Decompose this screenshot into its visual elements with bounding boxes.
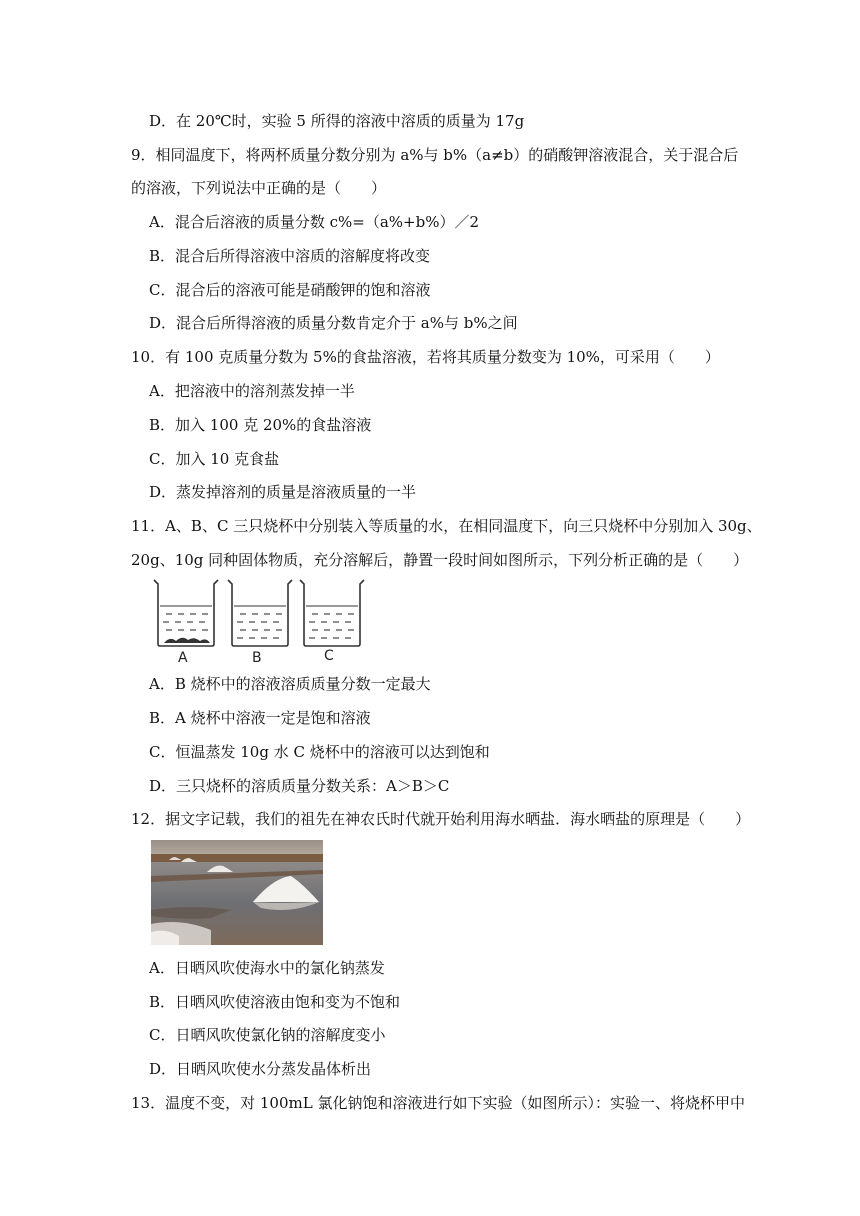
- beaker-c: [300, 580, 364, 646]
- beaker-b-label: B: [252, 650, 262, 666]
- q10-option-d: D．蒸发掉溶剂的质量是溶液质量的一半: [149, 483, 417, 501]
- question-9-stem-cont: 的溶液，下列说法中正确的是（ ）: [131, 179, 387, 197]
- q9-option-c: C．混合后的溶液可能是硝酸钾的饱和溶液: [149, 281, 431, 299]
- q11-option-a: A．B 烧杯中的溶液溶质质量分数一定最大: [149, 675, 431, 693]
- question-12-stem: 12．据文字记载，我们的祖先在神农氏时代就开始利用海水晒盐．海水晒盐的原理是（ ）: [131, 810, 751, 828]
- q10-option-a: A．把溶液中的溶剂蒸发掉一半: [149, 382, 355, 400]
- q10-option-b: B．加入 100 克 20%的食盐溶液: [149, 416, 372, 434]
- beaker-b: [228, 580, 292, 646]
- q9-option-a: A．混合后溶液的质量分数 c%=（a%+b%）／2: [149, 213, 479, 231]
- beaker-c-label: C: [324, 648, 334, 664]
- question-10-stem: 10．有 100 克质量分数为 5%的食盐溶液，若将其质量分数变为 10%，可采用（ ）: [131, 348, 720, 366]
- question-13-stem: 13．温度不变，对 100mL 氯化钠饱和溶液进行如下实验（如图所示）：实验一、将烧杯甲中: [131, 1094, 745, 1112]
- beakers-illustration: [150, 576, 380, 648]
- beaker-a-label: A: [178, 650, 188, 666]
- q11-option-c: C．恒温蒸发 10g 水 C 烧杯中的溶液可以达到饱和: [149, 743, 490, 761]
- q9-option-b: B．混合后所得溶液中溶质的溶解度将改变: [149, 247, 431, 265]
- question-9-stem: 9．相同温度下，将两杯质量分数分别为 a%与 b%（a≠b）的硝酸钾溶液混合，关于混合后: [131, 146, 739, 164]
- beakers-figure: [150, 576, 380, 668]
- salt-field-photo: [151, 840, 323, 945]
- question-11-stem-cont: 20g、10g 同种固体物质，充分溶解后，静置一段时间如图所示，下列分析正确的是（ ）: [131, 551, 749, 569]
- salt-field-image: [151, 840, 323, 945]
- question-11-stem: 11．A、B、C 三只烧杯中分别装入等质量的水，在相同温度下，向三只烧杯中分别加入 30g、: [131, 517, 762, 535]
- q12-option-a: A．日晒风吹使海水中的氯化钠蒸发: [149, 959, 385, 977]
- q11-option-d: D．三只烧杯的溶质质量分数关系：A＞B＞C: [149, 777, 450, 795]
- q12-option-b: B．日晒风吹使溶液由饱和变为不饱和: [149, 993, 401, 1011]
- q8-option-d: D．在 20℃时，实验 5 所得的溶液中溶质的质量为 17g: [149, 112, 525, 130]
- beaker-a: [154, 580, 218, 646]
- q9-option-d: D．混合后所得溶液的质量分数肯定介于 a%与 b%之间: [149, 314, 518, 332]
- q10-option-c: C．加入 10 克食盐: [149, 450, 280, 468]
- q12-option-d: D．日晒风吹使水分蒸发晶体析出: [149, 1060, 372, 1078]
- q11-option-b: B．A 烧杯中溶液一定是饱和溶液: [149, 709, 371, 727]
- q12-option-c: C．日晒风吹使氯化钠的溶解度变小: [149, 1026, 386, 1044]
